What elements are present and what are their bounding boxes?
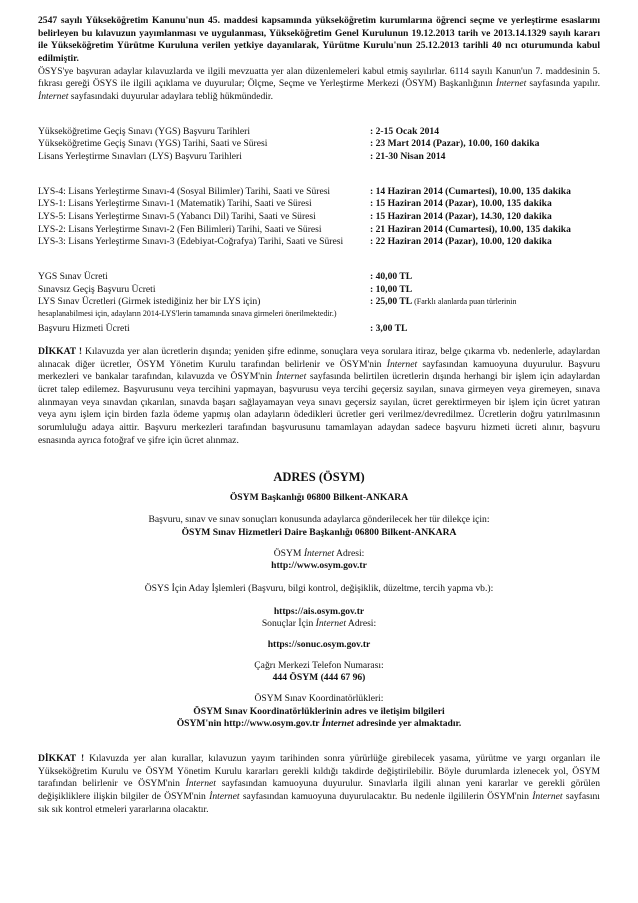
date-row: Yükseköğretime Geçiş Sınavı (YGS) Başvuru Tarihleri : 2-15 Ocak 2014 xyxy=(38,125,440,137)
ais-link[interactable]: https://ais.osym.gov.tr xyxy=(273,605,365,617)
fee-row: Başvuru Hizmeti Ücreti : 3,00 TL xyxy=(38,323,408,335)
petitions-address: ÖSYM Sınav Hizmetleri Daire Başkanlığı 06800 Bilkent-ANKARA xyxy=(181,527,457,539)
lys-row: LYS-5: Lisans Yerleştirme Sınavı-5 (Yabancı Dil) Tarihi, Saati ve Süresi : 15 Haziran 2014 (Pazar), 14.30, 120 dakika xyxy=(38,210,552,222)
lys-schedule-section xyxy=(38,186,600,249)
lys-row: LYS-1: Lisans Yerleştirme Sınavı-1 (Matematik) Tarihi, Saati ve Süresi : 15 Haziran 2014 (Pazar), 10.00, 135 dakika xyxy=(38,198,552,210)
fees-warning: DİKKAT ! Kılavuzda yer alan ücretlerin dışında; yeniden şifre edinme, sonuçlara veya sorulara itiraz, belge çıkarma vb. nedenlerle, adaylardan alınacak diğer ücretler, ÖSYM Yönetim Kurulu tarafından belirlenir ve ÖSYM'nin İnternet sayfasından kamuoyuna duyurulur. Başvuru merkezleri ve bankalar tarafından, kılavuzda ve ÖSYM'nin İnternet sayfasında belirtilen ücretlerin dışında herhangi bir işlem için adaylardan ücret talep edilemez. Başvurusunu veya tercihini yapmayan, başvurusu veya tercihi geçersiz sayılan, sınava girmeyen veya giremeyen, sınava alınmayan veya sınavdan çıkarılan, sınavda başarı sağlayamayan veya sınavı geçersiz sayılan, ücret gerektirmeyen bir işlem için ücret yatıran veya aynı işlem için birden fazla ödeme yapmış olan adayların ödedikleri ücretler geri verilmez/devredilmez. Ücretlerin doğru yatırılmasının sorumluluğu adaya aittir. Başvuru merkezleri tarafından başvurusunu tamamlayan adaydan sadece başvuru hizmeti ücreti alınır, başvuru esnasında ayrıca fotoğraf ve şifre için ücret alınmaz. xyxy=(38,346,601,446)
results-link[interactable]: https://sonuc.osym.gov.tr xyxy=(267,639,371,651)
fee-row: Sınavsız Geçiş Başvuru Ücreti : 10,00 TL xyxy=(38,283,413,295)
coordinators-link: ÖSYM'nin http://www.osym.gov.tr İnternet adresinde yer almaktadır. xyxy=(176,718,462,730)
fee-row: LYS Sınav Ücretleri (Girmek istediğiniz her bir LYS için) : 25,00 TL (Farklı alanlarda puan türlerinin xyxy=(38,296,517,308)
fees-section xyxy=(38,271,600,336)
call-center-number: 444 ÖSYM (444 67 96) xyxy=(272,672,366,684)
document-page xyxy=(38,15,600,816)
announcement-paragraph: ÖSYS'ye başvuran adaylar kılavuzlarda ve ilgili mevzuatta yer alan düzenlemeleri kabul etmiş sayılırlar. 6114 sayılı Kanun'un 7. maddesinin 5. fıkrası gereği ÖSYS ile ilgili açıklama ve duyurular; Ölçme, Seçme ve Yerleştirme Merkezi (ÖSYM) Başkanlığının İnternet sayfasında yapılır. İnternet sayfasındaki duyurular adaylara tebliğ hükmündedir. xyxy=(38,65,600,102)
lys-row: LYS-3: Lisans Yerleştirme Sınavı-3 (Edebiyat-Coğrafya) Tarihi, Saati ve Süresi : 22 Haziran 2014 (Pazar), 10.00, 120 dakika xyxy=(38,236,552,248)
osym-website-link[interactable]: http://www.osym.gov.tr xyxy=(271,560,367,572)
ygs-dates-section xyxy=(38,126,600,164)
lys-row: LYS-2: Lisans Yerleştirme Sınavı-2 (Fen Bilimleri) Tarihi, Saati ve Süresi : 21 Haziran 2014 (Cumartesi), 10.00, 135 dakika xyxy=(38,223,571,235)
fee-row: YGS Sınav Ücreti : 40,00 TL xyxy=(38,270,413,282)
lys-row: LYS-4: Lisans Yerleştirme Sınavı-4 (Sosyal Bilimler) Tarihi, Saati ve Süresi : 14 Haziran 2014 (Cumartesi), 10.00, 135 dakika xyxy=(38,185,571,197)
address-title: ADRES (ÖSYM) xyxy=(273,470,365,485)
rules-warning: DİKKAT ! Kılavuzda yer alan kurallar, kılavuzun yayım tarihinden sonra yürürlüğe girebilecek yasama, yürütme ve yargı organları ile Yükseköğretim Kurulu ve ÖSYM Yönetim Kurulu kararları gerekli kıldığı takdirde değiştirilebilir. Böyle durumlarda izlenecek yol, ÖSYM tarafından belirlenir ve ÖSYM'nin İnternet sayfasından kamuoyuna duyurulur. Sınavlarla ilgili alınan yeni kararlar ve gerekli görülen değişikliklere ilişkin bilgiler de ÖSYM'nin İnternet sayfasından kamuoyuna duyurulacaktır. Bu nedenle ilgililerin ÖSYM'nin İnternet sayfasını sık sık kontrol etmeleri yararlarına olacaktır. xyxy=(38,752,601,815)
hq-address: ÖSYM Başkanlığı 06800 Bilkent-ANKARA xyxy=(229,491,409,503)
address-section: ADRES (ÖSYM) ÖSYM Başkanlığı 06800 Bilkent-ANKARA Başvuru, sınav ve sınav sonuçları konusunda adaylarca gönderilecek her tür dilekçe için: ÖSYM Sınav Hizmetleri Daire Başkanlığı 06800 Bilkent-ANKARA ÖSYM İnternet Adresi: http://www.osym.gov.tr ÖSYS İçin Aday İşlemleri (Başvuru, bilgi kontrol, değişiklik, düzeltme, tercih yapma vb.): https://ais.osym.gov.tr Sonuçlar İçin İnternet Adresi: https://sonuc.osym.gov.tr Çağrı Merkezi Telefon Numarası: 444 ÖSYM (444 67 96) ÖSYM Sınav Koordinatörlükleri: ÖSYM Sınav Koordinatörlüklerinin adres ve iletişim bilgileri ÖSYM'nin http://www.osym.gov.tr İnternet adresinde yer almaktadır. xyxy=(38,469,600,731)
approval-paragraph: 2547 sayılı Yükseköğretim Kanunu'nun 45. maddesi kapsamında yükseköğretim kurumlarına öğrenci seçme ve yerleştirme esaslarını belirleyen bu kılavuzun yayımlanması ve uygulanması, Yükseköğretim Genel Kurulunun 19.12.2013 tarih ve 2013.14.1329 sayılı kararı ile Yükseköğretim Yürütme Kuruluna verilen yetkiye dayanılarak, Yürütme Kurulu'nun 25.12.2013 tarihli 40 ncı oturumunda kabul edilmiştir. xyxy=(38,15,600,64)
date-row: Yükseköğretime Geçiş Sınavı (YGS) Tarihi, Saati ve Süresi : 23 Mart 2014 (Pazar), 10.00, 160 dakika xyxy=(38,138,540,150)
date-row: Lisans Yerleştirme Sınavları (LYS) Başvuru Tarihleri : 21-30 Nisan 2014 xyxy=(38,150,446,162)
fee-note: hesaplanabilmesi için, adayların 2014-LYS'lerin tamamında sınava girmeleri önerilmektedir.) xyxy=(38,308,337,318)
